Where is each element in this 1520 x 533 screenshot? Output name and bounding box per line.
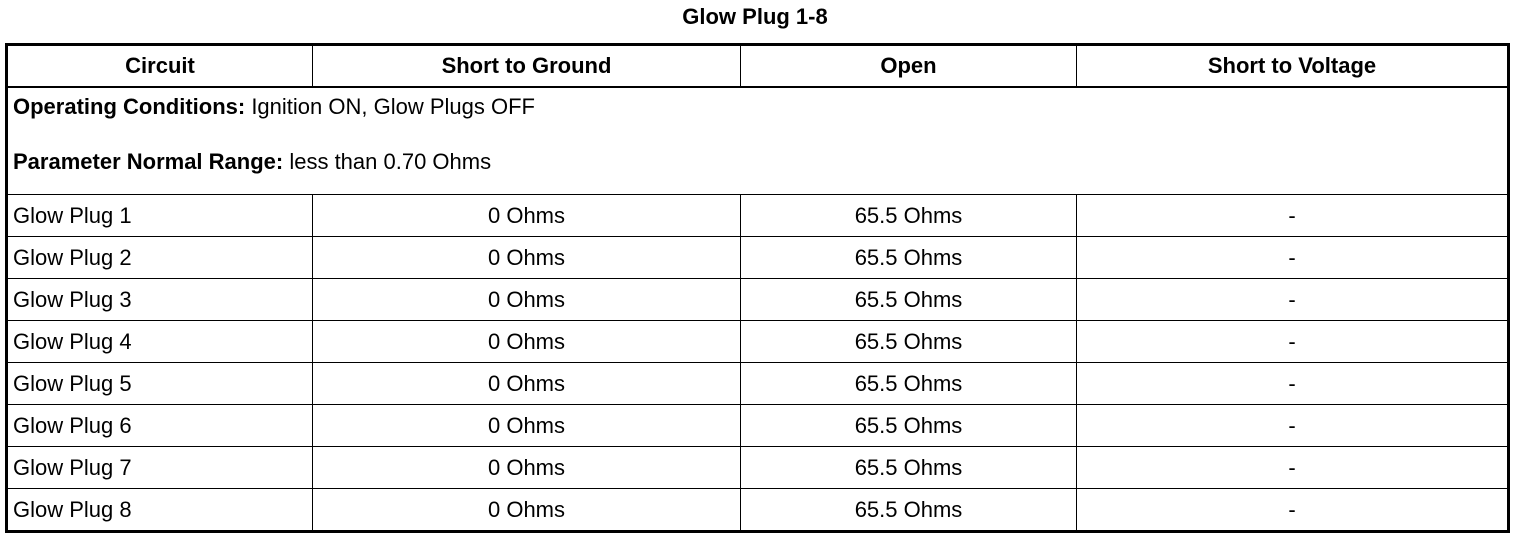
open-cell: 65.5 Ohms xyxy=(741,237,1077,279)
glow-plug-table xyxy=(5,43,1510,533)
conditions-row xyxy=(7,87,1509,195)
short-to-ground-cell: 0 Ohms xyxy=(313,489,741,532)
short-to-voltage-cell: - xyxy=(1077,489,1509,532)
operating-conditions-value: Ignition ON, Glow Plugs OFF xyxy=(245,94,535,119)
short-to-ground-cell: 0 Ohms xyxy=(313,405,741,447)
short-to-ground-cell: 0 Ohms xyxy=(313,363,741,405)
table-row xyxy=(7,195,1509,237)
conditions-cell xyxy=(7,87,1509,195)
open-cell: 65.5 Ohms xyxy=(741,447,1077,489)
parameter-normal-range-value: less than 0.70 Ohms xyxy=(283,149,492,174)
table-row xyxy=(7,405,1509,447)
open-cell: 65.5 Ohms xyxy=(741,321,1077,363)
short-to-voltage-cell: - xyxy=(1077,237,1509,279)
circuit-cell: Glow Plug 5 xyxy=(7,363,313,405)
short-to-voltage-cell: - xyxy=(1077,195,1509,237)
table-row xyxy=(7,279,1509,321)
operating-conditions-label: Operating Conditions: xyxy=(13,94,246,119)
open-cell: 65.5 Ohms xyxy=(741,195,1077,237)
table-row xyxy=(7,321,1509,363)
short-to-voltage-cell: - xyxy=(1077,321,1509,363)
table-row xyxy=(7,489,1509,532)
short-to-ground-cell: 0 Ohms xyxy=(313,195,741,237)
short-to-voltage-cell: - xyxy=(1077,405,1509,447)
circuit-cell: Glow Plug 6 xyxy=(7,405,313,447)
open-cell: 65.5 Ohms xyxy=(741,279,1077,321)
operating-conditions xyxy=(13,96,1502,118)
column-header-short-to-voltage: Short to Voltage xyxy=(1077,45,1509,88)
table-row xyxy=(7,363,1509,405)
short-to-voltage-cell: - xyxy=(1077,279,1509,321)
short-to-ground-cell: 0 Ohms xyxy=(313,279,741,321)
circuit-cell: Glow Plug 1 xyxy=(7,195,313,237)
short-to-voltage-cell: - xyxy=(1077,447,1509,489)
open-cell: 65.5 Ohms xyxy=(741,363,1077,405)
page-title: Glow Plug 1-8 xyxy=(682,4,828,29)
short-to-voltage-cell: - xyxy=(1077,363,1509,405)
column-header-open: Open xyxy=(741,45,1077,88)
short-to-ground-cell: 0 Ohms xyxy=(313,237,741,279)
parameter-normal-range-label: Parameter Normal Range: xyxy=(13,149,284,174)
open-cell: 65.5 Ohms xyxy=(741,405,1077,447)
column-header-short-to-ground: Short to Ground xyxy=(313,45,741,88)
short-to-ground-cell: 0 Ohms xyxy=(313,321,741,363)
open-cell: 65.5 Ohms xyxy=(741,489,1077,532)
parameter-normal-range xyxy=(13,151,1502,173)
column-header-circuit: Circuit xyxy=(7,45,313,88)
circuit-cell: Glow Plug 3 xyxy=(7,279,313,321)
circuit-cell: Glow Plug 2 xyxy=(7,237,313,279)
table-row xyxy=(7,237,1509,279)
table-header-row xyxy=(7,45,1509,88)
short-to-ground-cell: 0 Ohms xyxy=(313,447,741,489)
circuit-cell: Glow Plug 7 xyxy=(7,447,313,489)
circuit-cell: Glow Plug 8 xyxy=(7,489,313,532)
circuit-cell: Glow Plug 4 xyxy=(7,321,313,363)
table-row xyxy=(7,447,1509,489)
